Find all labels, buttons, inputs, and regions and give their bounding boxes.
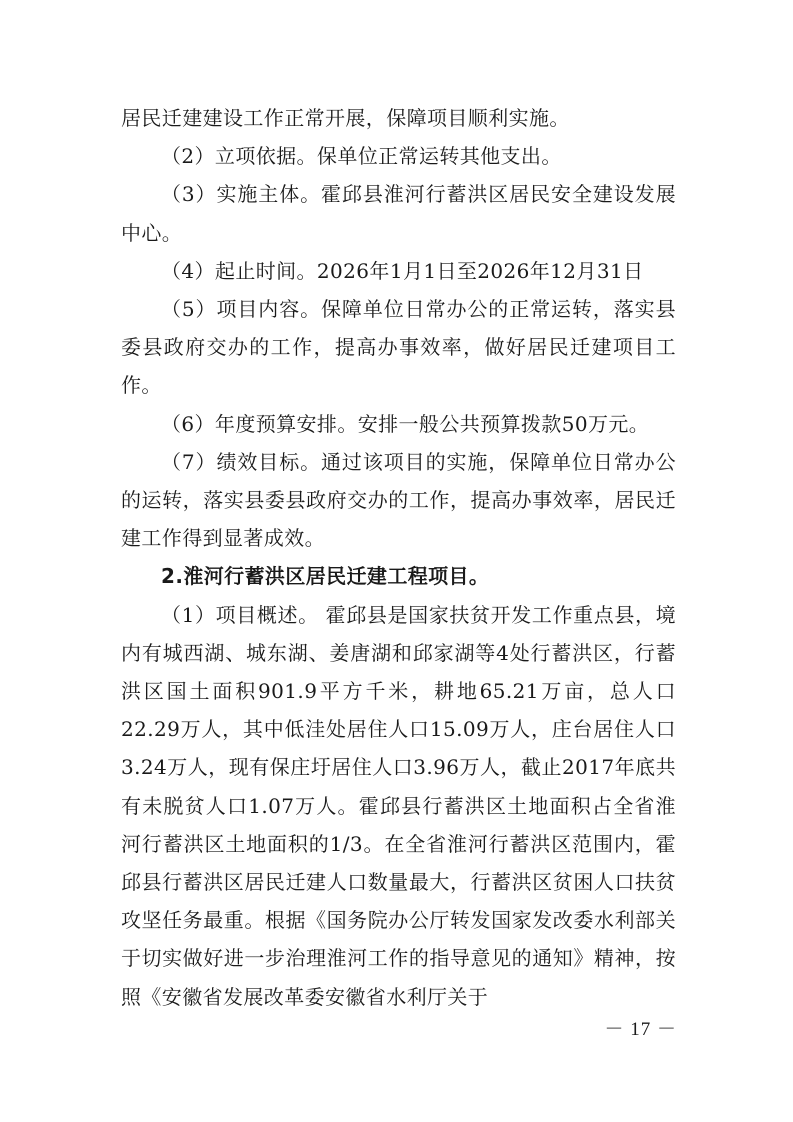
paragraph-performance-goal: （7）绩效目标。通过该项目的实施，保障单位日常办公的运转，落实县委县政府交办的工作，提高办事效率，居民迁建工作得到显著成效。 — [121, 449, 676, 551]
paragraph-project-overview: （1）项目概述。 霍邱县是国家扶贫开发工作重点县，境内有城西湖、城东湖、姜唐湖和邱家湖等4处行蓄洪区，行蓄洪区国土面积901.9平方千米，耕地65.21万亩，总人口22.29万人，其中低洼处居住人口15.09万人，庄台居住人口3.24万人，现有保庄圩居住人口3.96万人，截止2017年底共有未脱贫人口1.07万人。霍邱县行蓄洪区土地面积占全省淮河行蓄洪区土地面积的1/3。在全省淮河行蓄洪区范围内，霍邱县行蓄洪区居民迁建人口数量最大，行蓄洪区贫困人口扶贫攻坚任务最重。根据《国务院办公厅转发国家发改委水利部关于切实做好进一步治理淮河工作的指导意见的通知》精神，按照《安徽省发展改革委安徽省水利厅关于 — [121, 602, 676, 1009]
body-text — [121, 99, 676, 1016]
paragraph-annual-budget: （6）年度预算安排。安排一般公共预算拨款50万元。 — [161, 411, 650, 436]
paragraph-implementing-body: （3）实施主体。霍邱县淮河行蓄洪区居民安全建设发展中心。 — [121, 182, 676, 245]
paragraph-project-content: （5）项目内容。保障单位日常办公的正常运转，落实县委县政府交办的工作，提高办事效率，做好居民迁建项目工作。 — [121, 297, 676, 398]
section-heading: 2.淮河行蓄洪区居民迁建工程项目。 — [161, 564, 490, 589]
paragraph-continuation: 居民迁建建设工作正常开展，保障项目顺利实施。 — [121, 106, 570, 130]
paragraph-project-basis: （2）立项依据。保单位正常运转其他支出。 — [161, 144, 562, 169]
page-number: － 17 － — [604, 1019, 677, 1040]
paragraph-time-period: （4）起止时间。2026年1月1日至2026年12月31日 — [161, 258, 644, 283]
